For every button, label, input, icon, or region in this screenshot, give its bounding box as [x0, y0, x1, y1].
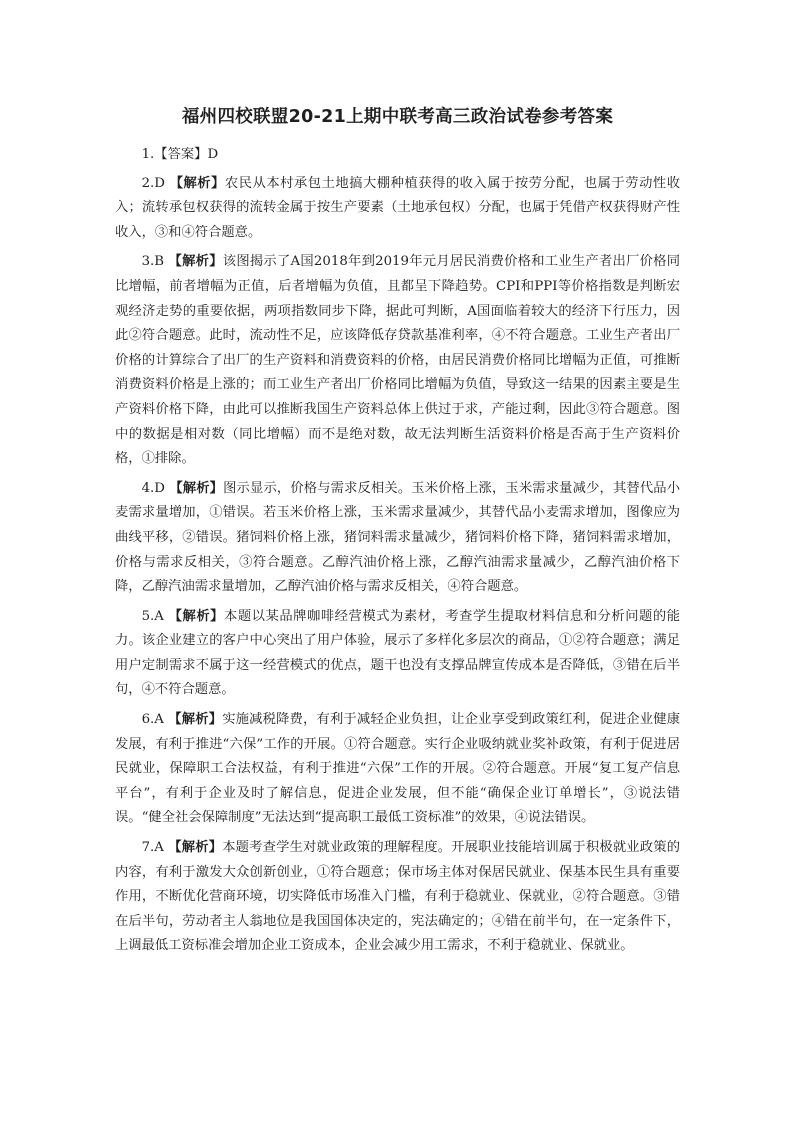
document-title: 福州四校联盟20-21上期中联考高三政治试卷参考答案: [181, 107, 614, 127]
analysis-text: 本题考查学生对就业政策的理解程度。开展职业技能培训属于积极就业政策的内容，有利于激发大众创新创业，①符合题意；保市场主体对保居民就业、保基本民生具有重要作用，不断优化营商环境，切实降低市场准入门槛，有利于稳就业、保就业，②符合题意。③错在后半句，劳动者主人翁地位是我国国体决定的，宪法确定的；④错在前半句，在一定条件下，上调最低工资标准会增加企业工资成本，企业会减少用工需求，不利于稳就业、保就业。: [115, 840, 681, 954]
analysis-tag: 【解析】: [168, 712, 223, 728]
answer-item: [115, 250, 680, 471]
answer-number: 6.A: [141, 712, 169, 728]
answer-number: 5.A: [141, 608, 169, 624]
analysis-text: 本题以某品牌咖啡经营模式为素材，考查学生提取材料信息和分析问题的能力。该企业建立的客户中心突出了用户体验，展示了多样化多层次的商品，①②符合题意；满足用户定制需求不属于这一经营模式的优点，题干也没有支撑品牌宣传成本是否降低，③错在后半句，④不符合题意。: [115, 608, 680, 698]
answer-item: [115, 836, 680, 959]
analysis-tag: 【解析】: [168, 254, 223, 270]
analysis-tag: 【解析】: [168, 608, 224, 624]
answer-number: 3.B: [141, 254, 169, 270]
analysis-tag: 【解析】: [169, 175, 225, 191]
analysis-text: 图示显示，价格与需求反相关。玉米价格上涨，玉米需求量减少，其替代品小麦需求量增加，①错误。若玉米价格上涨，玉米需求量减少，其替代品小麦需求增加，图像应为曲线平移，②错误。猪饲料价格上涨，猪饲料需求量减少，猪饲料价格下降，猪饲料需求增加，价格与需求反相关，③符合题意。乙醇汽油价格上涨，乙醇汽油需求量减少，乙醇汽油价格下降，乙醇汽油需求量增加，乙醇汽油价格与需求反相关，④符合题意。: [115, 480, 681, 595]
analysis-tag: 【解析】: [168, 840, 223, 856]
answer-item: [115, 605, 680, 703]
analysis-text: 该图揭示了A国2018年到2019年元月居民消费价格和工业生产者出厂价格同比增幅，前者增幅为正值，后者增幅为负值，且都呈下降趋势。CPI和PPI等价格指数是判断宏观经济走势的重要依据，两项指数同步下降，据此可判断，A国面临着较大的经济下行压力，因此②符合题意。此时，流动性不足，应该降低存贷款基准利率，④不符合题意。工业生产者出厂价格的计算综合了出厂的生产资料和消费资料的价格，由居民消费价格同比增幅为正值，可推断消费资料价格是上涨的；而工业生产者出厂价格同比增幅为负值，导致这一结果的因素主要是生产资料价格下降，由此可以推断我国生产资料总体上供过于求，产能过剩，因此③符合题意。图中的数据是相对数（同比增幅）而不是绝对数，故无法判断生活资料价格是否高于生产资料价格，①排除。: [115, 254, 681, 467]
answer-number: 4.D: [141, 480, 170, 496]
answer-number: 1.【答案】D: [141, 147, 219, 162]
answer-number: 7.A: [141, 840, 169, 856]
answer-list: [115, 143, 680, 959]
answer-item: [115, 477, 680, 600]
analysis-text: 实施减税降费，有利于减轻企业负担，让企业享受到政策红利，促进企业健康发展，有利于推进“六保”工作的开展。①符合题意。实行企业吸纳就业奖补政策，有利于促进居民就业，保障职工合法权益，有利于推进“六保”工作的开展。②符合题意。开展“复工复产信息平台”，有利于企业及时了解信息，促进企业发展，但不能“确保企业订单增长”，③说法错误。“健全社会保障制度”无法达到“提高职工最低工资标准”的效果，④说法错误。: [115, 712, 681, 826]
answer-item: [115, 143, 680, 168]
answer-item: [115, 172, 680, 246]
analysis-text: 农民从本村承包土地搞大棚种植获得的收入属于按劳分配，也属于劳动性收入；流转承包权获得的流转金属于按生产要素（土地承包权）分配，也属于凭借产权获得财产性收入，③和④符合题意。: [115, 175, 681, 240]
analysis-tag: 【解析】: [169, 480, 224, 496]
answer-item: [115, 708, 680, 831]
answer-sheet-page: [115, 105, 680, 964]
answer-number: 2.D: [141, 175, 170, 191]
